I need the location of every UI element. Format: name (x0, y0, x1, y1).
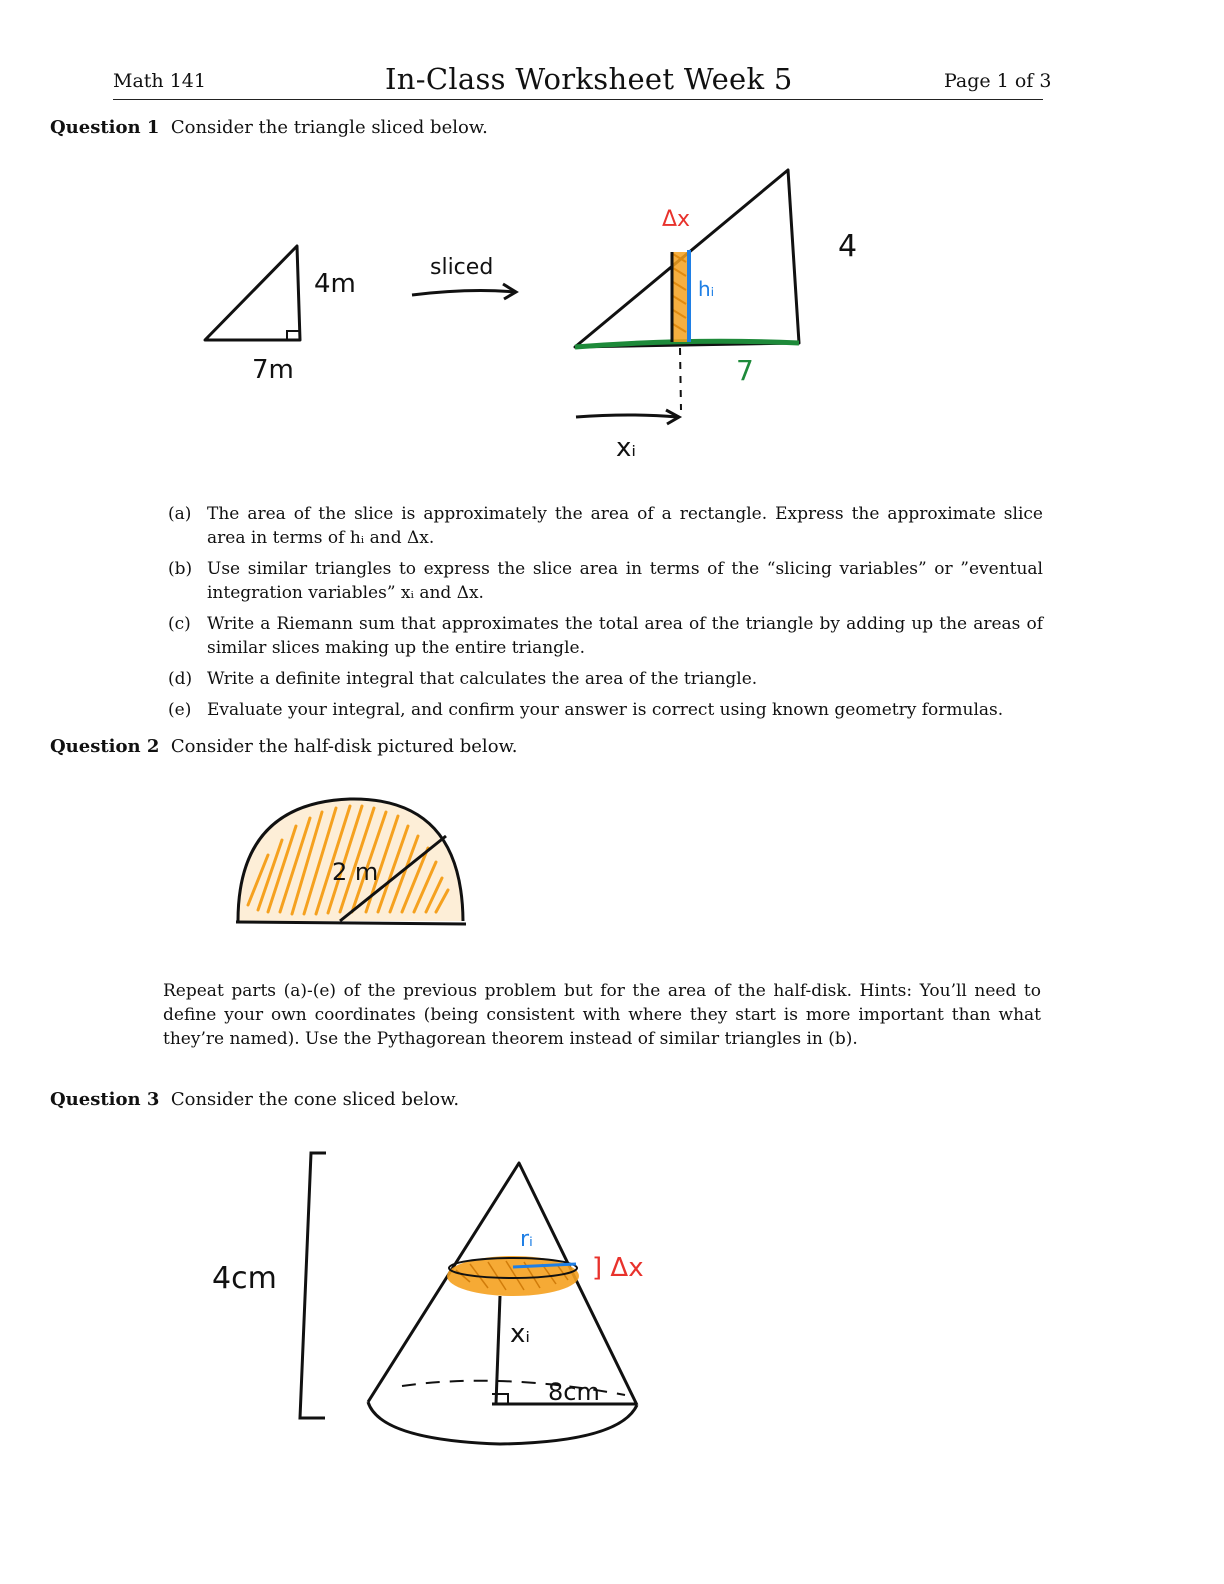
small-triangle (205, 246, 300, 340)
part-e (168, 698, 1043, 722)
part-e-label: (e) (168, 700, 192, 720)
dx-label: Δx (662, 207, 691, 232)
question-3-prompt: Consider the cone sliced below. (170, 1089, 460, 1110)
part-d-text: Write a definite integral that calculates the area of the triangle. (207, 669, 758, 689)
question-3-label: Question 3 (50, 1089, 160, 1110)
part-e-text: Evaluate your integral, and confirm your answer is correct using known geometry formulas. (207, 700, 1004, 720)
xi-dashed-line (680, 348, 681, 410)
cone-height-bracket (300, 1153, 326, 1418)
course-name: Math 141 (113, 70, 206, 92)
cone-radius-label: 8cm (548, 1378, 600, 1406)
question-1-heading (50, 117, 488, 138)
part-d-label: (d) (168, 669, 193, 689)
page-title: In-Class Worksheet Week 5 (385, 62, 793, 96)
page-number: Page 1 of 3 (944, 70, 1052, 92)
question-2-label: Question 2 (50, 736, 160, 757)
part-a-label: (a) (168, 504, 192, 524)
question-1-prompt: Consider the triangle sliced below. (170, 117, 488, 138)
xi-arrow-shaft (576, 415, 678, 417)
xi-label: xᵢ (616, 433, 637, 463)
cone-xi-label: xᵢ (510, 1319, 531, 1349)
cone-ri-label: rᵢ (520, 1227, 533, 1252)
part-a (168, 502, 1043, 550)
triangle-slicing-figure (0, 150, 1224, 480)
part-c-label: (c) (168, 614, 191, 634)
question-3-heading (50, 1089, 459, 1110)
half-disk-figure (0, 790, 1224, 940)
question-2-heading (50, 736, 518, 757)
small-base-label: 7m (252, 355, 294, 385)
cone-base-front (368, 1402, 637, 1444)
cone-slicing-figure (0, 1140, 1224, 1460)
part-c (168, 612, 1043, 660)
question-2-text: Repeat parts (a)-(e) of the previous problem but for the area of the half-disk. Hints: You’ll need to define your own coordinates (being consistent with where they start is more important than what they’re named). Use the Pythagorean theorem instead of similar triangles in (b). (163, 981, 1041, 1049)
sliced-label: sliced (430, 255, 494, 280)
big-base-label: 7 (736, 354, 754, 387)
cone-xi-line (496, 1296, 500, 1404)
part-c-text: Write a Riemann sum that approximates the total area of the triangle by adding up the areas of similar slices making up the entire triangle. (207, 614, 1043, 658)
cone-dx-label: ] Δx (592, 1253, 644, 1283)
part-b (168, 557, 1043, 605)
sliced-arrow-shaft (412, 291, 515, 295)
half-disk-diameter (236, 922, 466, 924)
big-height-label: 4 (838, 229, 858, 264)
cone-height-label: 4cm (212, 1261, 277, 1296)
hi-label: hᵢ (698, 277, 715, 301)
question-1-parts (168, 502, 1043, 729)
part-a-text: The area of the slice is approximately the area of a rectangle. Express the approximate slice area in terms of hᵢ and Δx. (207, 504, 1043, 548)
small-height-label: 4m (314, 269, 356, 299)
part-b-text: Use similar triangles to express the slice area in terms of the “slicing variables” or ”eventual integration variables” xᵢ and Δx. (207, 559, 1043, 603)
part-d (168, 667, 1043, 691)
question-1-label: Question 1 (50, 117, 160, 138)
half-disk-radius-label: 2 m (332, 858, 379, 886)
question-2-prompt: Consider the half-disk pictured below. (170, 736, 518, 757)
part-b-label: (b) (168, 559, 193, 579)
header-rule (113, 99, 1043, 100)
